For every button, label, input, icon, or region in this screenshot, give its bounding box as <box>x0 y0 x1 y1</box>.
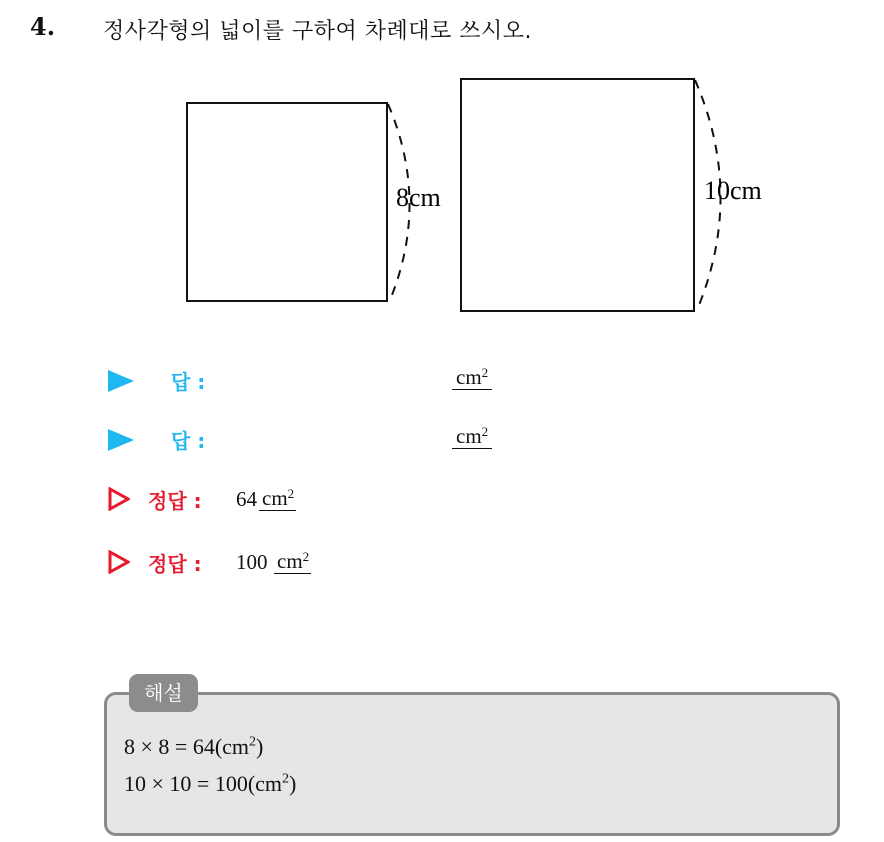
square-small <box>187 103 387 301</box>
square-small-label: 8cm <box>396 183 441 212</box>
correct-row-2 <box>108 545 408 581</box>
correct-unit: $cm^2$ <box>259 487 296 511</box>
correct-unit: $cm^2$ <box>274 550 311 574</box>
answer-label: 답 : <box>171 429 206 453</box>
answer-input-1[interactable]: $cm^2$ <box>452 366 492 390</box>
squares-figure <box>0 0 884 340</box>
correct-value: 100 <box>236 550 268 574</box>
play-triangle-icon <box>108 429 134 451</box>
square-large-label: 10cm <box>704 176 762 205</box>
answer-row-1 <box>108 362 528 398</box>
answer-row-2 <box>108 421 528 457</box>
question-text: 정사각형의 넓이를 구하여 차례대로 쓰시오. <box>103 19 533 44</box>
answer-input-2[interactable]: $cm^2$ <box>452 425 492 449</box>
explanation-box <box>104 692 840 836</box>
correct-label: 정답 : <box>148 489 202 513</box>
square-large <box>461 79 694 311</box>
correct-row-1 <box>108 482 408 518</box>
play-triangle-icon <box>108 370 134 392</box>
correct-value: 64 <box>236 487 257 511</box>
outline-triangle-icon <box>108 550 130 574</box>
explanation-tab: 해설 <box>129 674 198 712</box>
explanation-line-1: $8 \times 8 = 64(cm^2)$ <box>124 734 264 759</box>
correct-label: 정답 : <box>148 552 202 576</box>
explanation-line-2: $10 \times 10 = 100(cm^2)$ <box>124 771 297 796</box>
answer-label: 답 : <box>171 370 206 394</box>
question-number: 4. <box>30 12 56 41</box>
outline-triangle-icon <box>108 487 130 511</box>
